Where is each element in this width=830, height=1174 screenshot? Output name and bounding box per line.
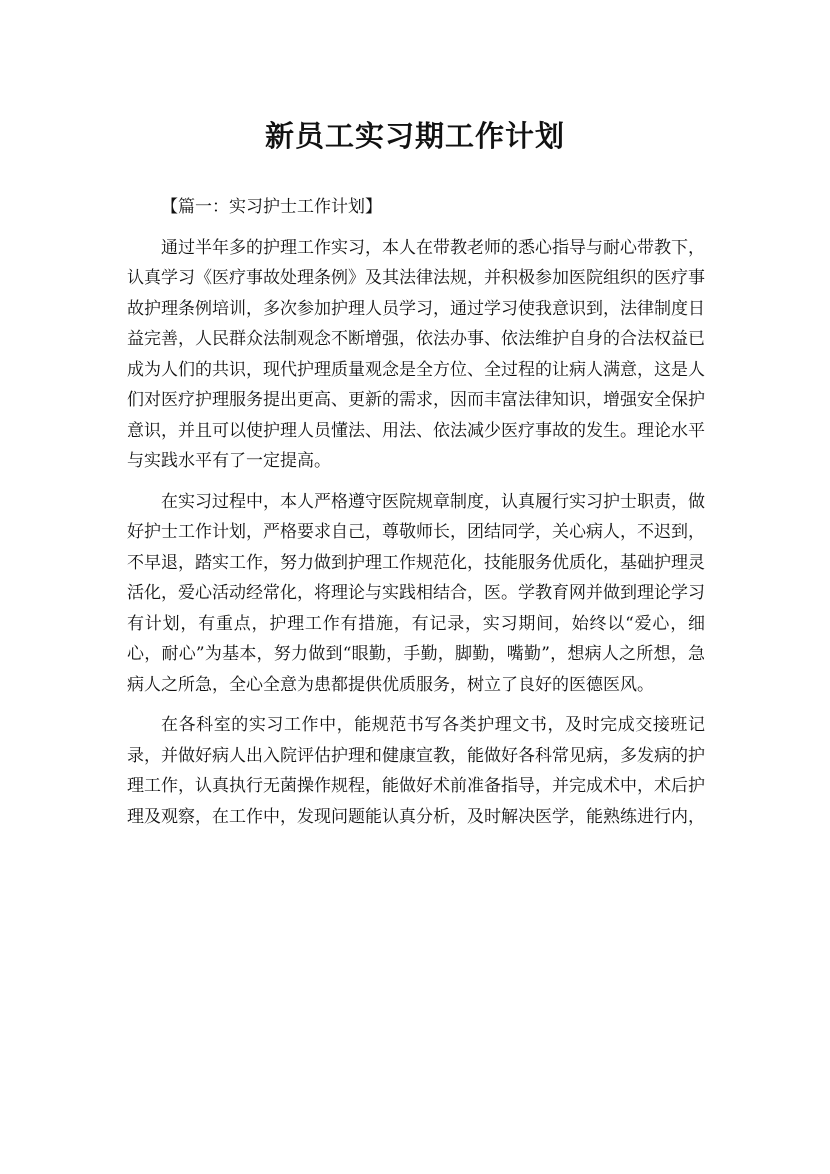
paragraph-1: 通过半年多的护理工作实习，本人在带教老师的悉心指导与耐心带教下，认真学习《医疗事故处理条例》及其法律法规，并积极参加医院组织的医疗事故护理条例培训，多次参加护理人员学习，通过学习使我意识到，法律制度日益完善，人民群众法制观念不断增强，依法办事、依法维护自身的合法权益已成为人们的共识，现代护理质量观念是全方位、全过程的让病人满意，这是人们对医疗护理服务提出更高、更新的需求，因而丰富法律知识，增强安全保护意识，并且可以使护理人员懂法、用法、依法减少医疗事故的发生。理论水平与实践水平有了一定提高。 — [127, 237, 705, 471]
paragraph-3: 在各科室的实习工作中，能规范书写各类护理文书，及时完成交接班记录，并做好病人出入院评估护理和健康宣教，能做好各科常见病，多发病的护理工作，认真执行无菌操作规程，能做好术前准备指导，并完成术中，术后护理及观察，在工作中，发现问题能认真分析，及时解决医学，能熟练进行内， — [127, 715, 705, 827]
section-heading: 【篇一：实习护士工作计划】 — [161, 197, 382, 217]
paragraph-2: 在实习过程中，本人严格遵守医院规章制度，认真履行实习护士职责，做好护士工作计划，严格要求自己，尊敬师长，团结同学，关心病人，不迟到，不早退，踏实工作，努力做到护理工作规范化，技能服务优质化，基础护理灵活化，爱心活动经常化，将理论与实践相结合，医。学教育网并做到理论学习有计划，有重点，护理工作有措施，有记录，实习期间，始终以“爱心，细心，耐心”为基本，努力做到“眼勤，手勤，脚勤，嘴勤”，想病人之所想，急病人之所急，全心全意为患都提供优质服务，树立了良好的医德医风。 — [127, 491, 705, 695]
document-body — [127, 192, 705, 842]
document-title: 新员工实习期工作计划 — [264, 119, 565, 153]
